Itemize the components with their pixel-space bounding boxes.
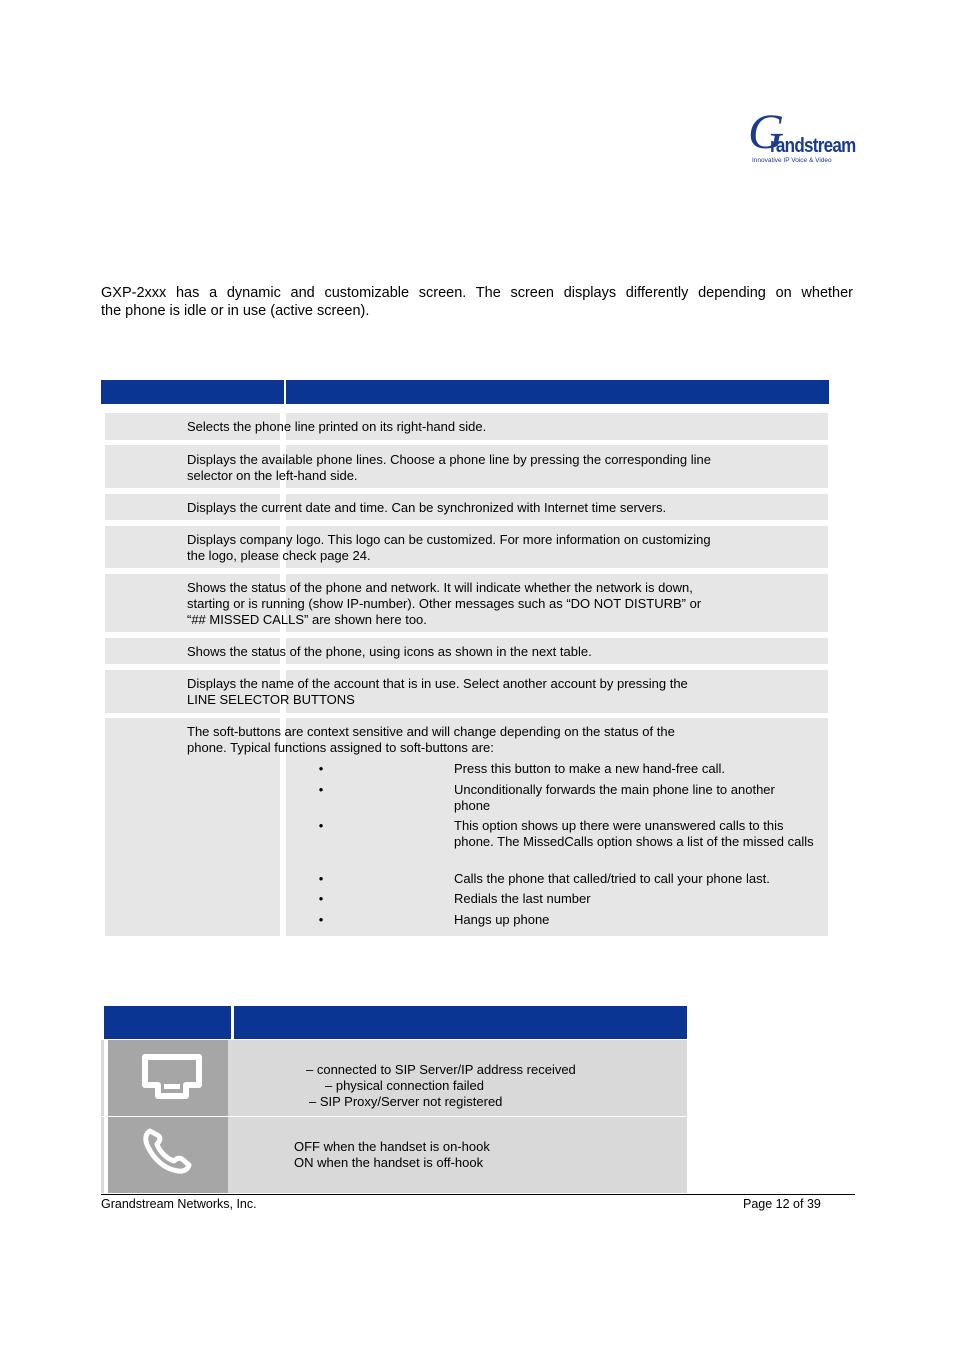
bullet: • xyxy=(318,818,324,833)
intro-paragraph xyxy=(101,284,853,320)
row-description: Selects the phone line printed on its right-hand side. xyxy=(187,419,487,434)
table1-header-col1 xyxy=(101,380,284,404)
bullet: • xyxy=(318,782,324,797)
table1-header-col2 xyxy=(286,380,829,404)
phone-handset-icon xyxy=(108,1117,232,1193)
row-description: Displays the name of the account that is in use. Select another account by pressing the LINE SELECTOR BUTTONS xyxy=(187,676,688,707)
bullet: • xyxy=(318,891,324,906)
footer-rule xyxy=(101,1194,855,1195)
logo-tagline: Innovative IP Voice & Video xyxy=(752,157,832,164)
network-port-icon xyxy=(108,1040,232,1116)
logo-initial: G xyxy=(748,103,785,159)
status-line: – connected to SIP Server/IP address received xyxy=(306,1062,576,1077)
row-description: Shows the status of the phone and network. It will indicate whether the network is down, starting or is running (show IP-number). Other messages such as “DO NOT DISTURB” or “## MISSED CALLS” are shown here too. xyxy=(187,580,702,627)
row-description: Shows the status of the phone, using icons as shown in the next table. xyxy=(187,644,592,659)
logo-wordmark: randstream xyxy=(770,134,856,157)
phone-handset-icon-cell xyxy=(104,1117,228,1193)
row-description: Displays company logo. This logo can be customized. For more information on customizing the logo, please check page 24. xyxy=(187,532,711,563)
bullet: • xyxy=(318,871,324,886)
status-line: – SIP Proxy/Server not registered xyxy=(309,1094,503,1109)
grandstream-logo xyxy=(748,103,856,166)
table2-header-col1 xyxy=(101,1006,231,1039)
bullet: • xyxy=(318,912,324,927)
status-line: ON when the handset is off-hook xyxy=(294,1155,484,1170)
status-line: – physical connection failed xyxy=(325,1078,484,1093)
network-port-icon-cell xyxy=(104,1040,228,1116)
row-description: The soft-buttons are context sensitive and will change depending on the status of the phone. Typical functions assigned to soft-buttons are: xyxy=(187,724,675,755)
row-description: Displays the current date and time. Can be synchronized with Internet time servers. xyxy=(187,500,667,515)
intro-line-1: GXP-2xxx has a dynamic and customizable screen. The screen displays differently depending on whether xyxy=(101,285,853,301)
row-description: Displays the available phone lines. Choose a phone line by pressing the corresponding line selector on the left-hand side. xyxy=(187,452,711,483)
footer-page-number: Page 12 of 39 xyxy=(743,1197,821,1211)
status-line: OFF when the handset is on-hook xyxy=(294,1139,490,1154)
footer-company: Grandstream Networks, Inc. xyxy=(101,1197,257,1211)
intro-line-2: the phone is idle or in use (active screen). xyxy=(101,303,370,319)
bullet: • xyxy=(318,761,324,776)
table2-header-col2 xyxy=(234,1006,687,1039)
